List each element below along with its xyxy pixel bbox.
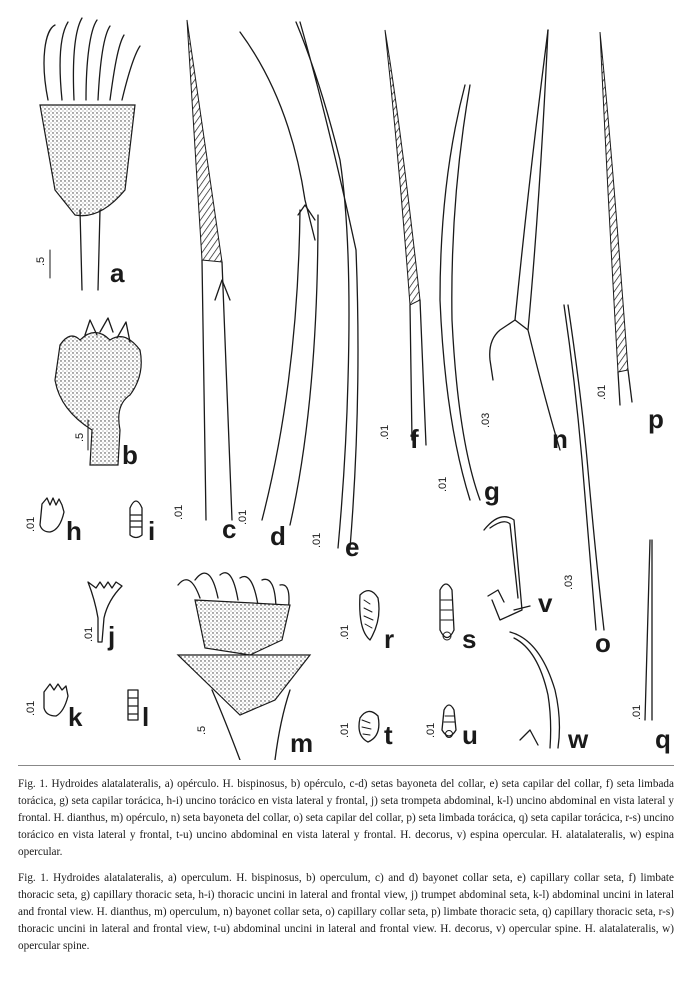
panel-t-label: t <box>384 720 393 750</box>
panel-p-scale: .01 <box>596 384 608 400</box>
panel-f-seta <box>385 30 426 445</box>
panel-d-label: d <box>270 521 286 551</box>
panel-p-label: p <box>648 404 664 434</box>
panel-u-scale: .01 <box>425 722 437 738</box>
panel-t-uncinus <box>359 711 379 742</box>
panel-c-seta <box>187 20 232 520</box>
panel-q-seta <box>645 540 652 720</box>
caption-es-text: Hydroides alatalateralis, a) opérculo. H. bispinosus, b) opérculo, c-d) setas bayoneta del collar, e) seta capilar del collar, f) seta limbada torácica, g) seta capilar torácica, h-i) uncino torácico en vista lateral y frontal, j) seta trompeta abdominal, k-l) uncino abdominal en vista lateral y frontal. H. dianthus, m) opérculo, n) seta bayoneta del collar, o) seta capilar del collar, p) seta limbada torácica, q) seta capilar torácica, r-s) uncino torácico en vista lateral y frontal, t-u) uncino abdominal en vista lateral y frontal. H. decorus, v) espina opercular. H. alatalateralis, w) espina opercular. <box>18 778 674 858</box>
panel-a-scale: .5 <box>35 256 47 266</box>
panel-c-scale: .01 <box>173 504 185 520</box>
panel-n-seta <box>490 30 560 450</box>
panel-b-label: b <box>122 440 138 470</box>
panel-u-label: u <box>462 720 478 750</box>
panel-a-label: a <box>110 258 125 288</box>
panel-r-uncinus <box>360 591 379 640</box>
panel-t-scale: .01 <box>339 722 351 738</box>
panel-o-label: o <box>595 628 611 658</box>
panel-n-label: n <box>552 424 568 454</box>
panel-i-label: i <box>148 516 156 546</box>
caption-en-prefix: Fig. 1. <box>18 872 54 884</box>
panel-v-spine <box>484 517 530 620</box>
panel-a-operculum <box>40 18 140 290</box>
panel-q-scale: .01 <box>631 704 643 720</box>
panel-k-label: k <box>68 702 83 732</box>
caption-english <box>18 870 674 955</box>
panel-s-uncinus <box>440 584 454 640</box>
panel-h-label: h <box>66 516 82 546</box>
panel-g-label: g <box>484 476 500 506</box>
panel-g-scale: .01 <box>437 476 449 492</box>
caption-en-text: Hydroides alatalateralis, a) operculum. H. bispinosus, b) operculum, c) and d) bayonet collar seta, e) capillary collar seta, f) limbate thoracic seta, g) capillary thoracic seta, h-i) thoracic uncini in lateral and frontal view, j) trumpet abdominal seta, k-l) abdominal uncini in lateral and frontal view. H. dianthus, m) operculum, n) bayonet collar seta, o) capillary collar seta, p) limbate thoracic seta, q) capillary thoracic seta, r-s) thoracic uncini in lateral and frontal view, t-u) abdominal uncini in lateral and frontal view. H. decorus, v) opercular spine. H. alatalateralis, w) opercular spine. <box>18 872 674 952</box>
panel-h-scale: .01 <box>25 516 37 532</box>
panel-e-scale: .01 <box>311 532 323 548</box>
panel-f-label: f <box>410 424 419 454</box>
panel-w-label: w <box>568 724 589 754</box>
panel-c-label: c <box>222 514 237 544</box>
panel-j-scale: .01 <box>83 626 95 642</box>
panel-m-scale: .5 <box>196 725 208 735</box>
panel-k-uncinus <box>44 684 68 716</box>
panel-r-scale: .01 <box>339 624 351 640</box>
panel-f-scale: .01 <box>379 424 391 440</box>
panel-b-scale: .5 <box>74 432 86 442</box>
panel-k-scale: .01 <box>25 700 37 716</box>
panel-e-seta <box>296 22 358 548</box>
panel-w-spine <box>510 632 559 748</box>
panel-e-label: e <box>345 532 360 562</box>
panel-q-label: q <box>655 724 671 754</box>
caption-es-prefix: Fig. 1. <box>18 778 52 790</box>
panel-d-seta <box>240 32 318 525</box>
panel-o-scale: .03 <box>563 574 575 590</box>
panel-i-uncinus <box>130 501 142 538</box>
panel-h-uncinus <box>40 498 64 532</box>
panel-m-label: m <box>290 728 314 758</box>
panel-g-seta <box>440 85 480 500</box>
panel-r-label: r <box>384 624 395 654</box>
panel-u-uncinus <box>442 705 456 738</box>
panel-l-uncinus <box>128 690 138 720</box>
panel-v-label: v <box>538 588 553 618</box>
panel-j-label: j <box>108 621 116 651</box>
panel-p-seta <box>600 32 632 405</box>
caption-spanish <box>18 765 674 861</box>
panel-n-scale: .03 <box>480 412 492 428</box>
panel-l-label: l <box>142 702 150 732</box>
captions <box>18 765 674 964</box>
panel-d-scale: .01 <box>237 509 249 525</box>
panel-s-label: s <box>462 624 477 654</box>
